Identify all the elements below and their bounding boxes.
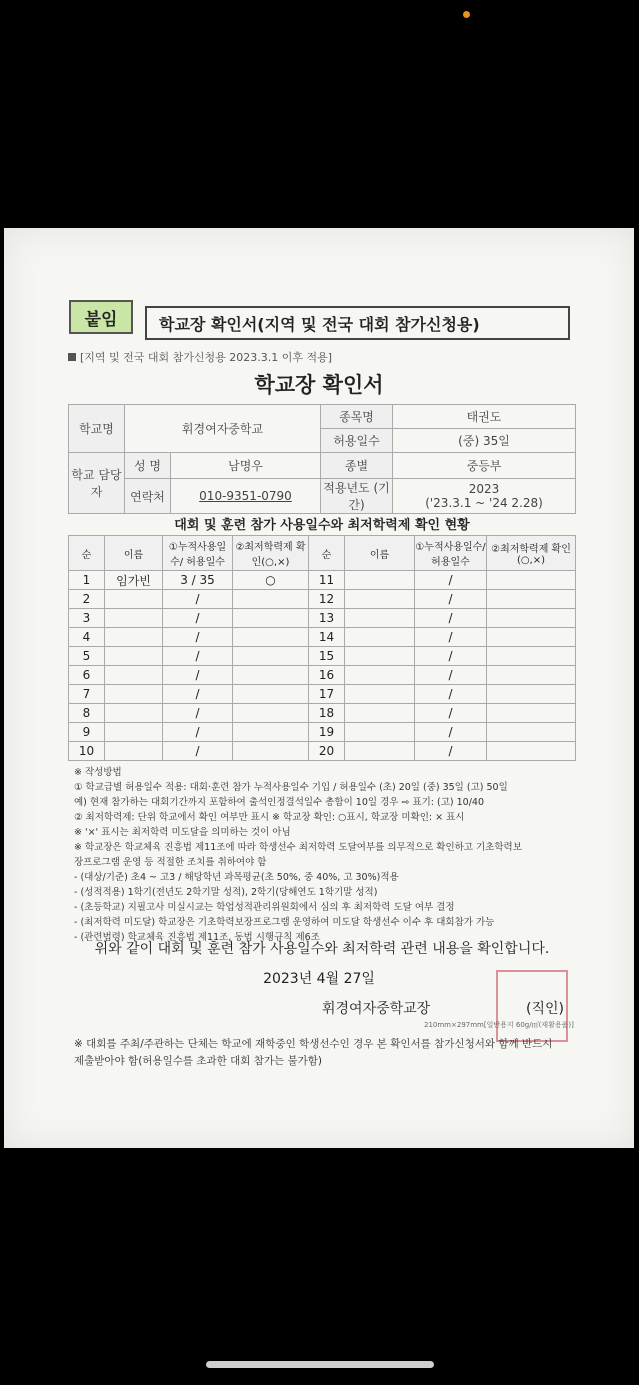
scope-note [68,349,332,365]
page-title: 학교장 확인서 [254,373,384,397]
document-paper [4,228,634,1148]
header-name: 이름 [105,536,163,571]
row-no-2: 15 [309,647,345,666]
row-days-2: / [415,704,487,723]
note-line: 예) 현재 참가하는 대회기간까지 포함하여 출석인정결석일수 총합이 10일 경우 ⇨ 표기: (고) 10/40 [74,797,485,808]
row-name-2 [345,647,415,666]
name-label: 성 명 [125,453,171,479]
note-line: ① 학교급별 허용일수 적용: 대회·훈련 참가 누적사용일수 기입 / 허용일수 (초) 20일 (중) 35일 (고) 50일 [74,782,508,793]
row-days-2: / [415,742,487,761]
row-days-2: / [415,628,487,647]
row-days-2: / [415,609,487,628]
row-name-2 [345,609,415,628]
row-check [233,609,309,628]
row-check [233,590,309,609]
row-check: ○ [233,571,309,590]
row-check-2 [487,685,576,704]
contact-person-label: 학교 담당자 [69,453,125,514]
row-no: 5 [69,647,105,666]
row-no-2: 20 [309,742,345,761]
row-name-2 [345,590,415,609]
row-days-2: / [415,590,487,609]
level-label: 종별 [321,453,393,479]
phone-text: 010-9351-0790 [199,489,292,503]
row-name [105,704,163,723]
row-days: / [163,704,233,723]
note-line: - (초등학교) 지필고사 미실시교는 학업성적관리위원회에서 심의 후 최저학력 도달 여부 결정 [74,902,455,913]
row-check [233,685,309,704]
row-no: 7 [69,685,105,704]
row-check-2 [487,666,576,685]
year-label: 적용년도 (기간) [321,479,393,514]
school-label: 학교명 [69,405,125,453]
row-days-2: / [415,685,487,704]
row-name-2 [345,666,415,685]
allowed-days-value: (중) 35일 [393,429,576,453]
row-name: 임가빈 [105,571,163,590]
row-check-2 [487,628,576,647]
row-no-2: 18 [309,704,345,723]
info-table [68,404,576,514]
table-row [69,685,576,704]
row-check [233,628,309,647]
phone-label: 연락처 [125,479,171,514]
row-days: / [163,685,233,704]
row-no: 10 [69,742,105,761]
note-line: 장프로그램 운영 등 적절한 조치를 취하여야 함 [74,857,267,868]
row-name [105,685,163,704]
row-days-2: / [415,647,487,666]
table-row [69,666,576,685]
row-check-2 [487,723,576,742]
row-name-2 [345,628,415,647]
row-days: / [163,628,233,647]
row-no: 9 [69,723,105,742]
row-no-2: 19 [309,723,345,742]
level-value: 중등부 [393,453,576,479]
row-no: 8 [69,704,105,723]
row-no-2: 14 [309,628,345,647]
row-check-2 [487,742,576,761]
row-name [105,647,163,666]
year-text: 2023 [468,482,500,496]
table-row [69,704,576,723]
row-name-2 [345,723,415,742]
row-no-2: 12 [309,590,345,609]
row-no-2: 11 [309,571,345,590]
row-name [105,628,163,647]
row-no-2: 16 [309,666,345,685]
seal-label: (직인) [526,1001,564,1017]
row-check-2 [487,609,576,628]
row-no: 4 [69,628,105,647]
note-line: - (관련법령) 학교체육 진흥법 제11조, 동법 시행규칙 제6조 [74,932,320,943]
row-days: / [163,742,233,761]
table-row [69,628,576,647]
event-value: 태권도 [393,405,576,429]
row-name [105,723,163,742]
row-check [233,647,309,666]
bullet-square-icon [68,353,76,361]
table-subtitle: 대회 및 훈련 참가 사용일수와 최저학력제 확인 현황 [174,518,470,533]
note-line: ※ 학교장은 학교체육 진흥법 제11조에 따라 학생선수 최저학력 도달여부를 의무적으로 확인하고 기초학력보 [74,842,522,853]
note-line: ※ 작성방법 [74,767,122,778]
header-name-2: 이름 [345,536,415,571]
row-no: 2 [69,590,105,609]
row-days: / [163,666,233,685]
row-name [105,609,163,628]
row-days: / [163,647,233,666]
note-line: - (최저학력 미도달) 학교장은 기초학력보장프로그램 운영하여 미도달 학생선수 이수 후 대회참가 가능 [74,917,495,928]
athlete-table [68,535,576,761]
note-line: - (성적적용) 1학기(전년도 2학기말 성적), 2학기(당해연도 1학기말 성적) [74,887,378,898]
table-row [69,590,576,609]
document-header-title: 학교장 확인서(지역 및 전국 대회 참가신청용) [145,306,570,340]
row-name [105,590,163,609]
row-check [233,742,309,761]
table-row [69,647,576,666]
row-days-2: / [415,666,487,685]
row-no-2: 13 [309,609,345,628]
row-days: / [163,590,233,609]
row-no-2: 17 [309,685,345,704]
row-name-2 [345,704,415,723]
header-no: 순 [69,536,105,571]
row-days: / [163,609,233,628]
row-no: 1 [69,571,105,590]
confirmation-statement: 위와 같이 대회 및 훈련 참가 사용일수와 최저학력 관련 내용을 확인합니다. [94,941,550,957]
row-name-2 [345,571,415,590]
row-check-2 [487,571,576,590]
row-days: 3 / 35 [163,571,233,590]
table-row [69,571,576,590]
school-name: 휘경여자중학교 [125,405,321,453]
row-check-2 [487,590,576,609]
row-check-2 [487,647,576,666]
footnote: ※ 대회를 주최/주관하는 단체는 학교에 재학중인 학생선수인 경우 본 확인서를 참가신청서와 함께 반드시 제출받아야 함(허용일수를 초과한 대회 참가는 불가함) [74,1038,553,1067]
table-row [69,742,576,761]
row-name [105,742,163,761]
row-days-2: / [415,571,487,590]
allowed-days-label: 허용일수 [321,429,393,453]
paper-size-note: 210mm×297mm[일반용지 60g/㎡(재활용품)] [424,1021,574,1029]
table-row [69,609,576,628]
row-check [233,666,309,685]
row-no: 3 [69,609,105,628]
row-name [105,666,163,685]
row-name-2 [345,685,415,704]
period-text: ('23.3.1 ~ '24 2.28) [425,496,543,510]
row-check-2 [487,704,576,723]
row-days-2: / [415,723,487,742]
header-check-2: ②최저학력제 확인(○,×) [487,536,576,571]
attachment-tag: 붙임 [69,300,133,334]
event-label: 종목명 [321,405,393,429]
note-line: ② 최저학력제: 단위 학교에서 확인 여부만 표시 ※ 학교장 확인: ○표시, 학교장 미확인: × 표시 [74,812,465,823]
year-value [393,479,576,514]
table-row [69,723,576,742]
home-indicator[interactable] [206,1361,434,1368]
header-days-2: ①누적사용일수/ 허용일수 [415,536,487,571]
row-check [233,723,309,742]
header-check: ②최저학력제 확인(○,×) [233,536,309,571]
writing-instructions [74,765,574,945]
row-days: / [163,723,233,742]
row-name-2 [345,742,415,761]
header-no-2: 순 [309,536,345,571]
header-days: ①누적사용일수/ 허용일수 [163,536,233,571]
note-line: - (대상/기준) 초4 ~ 고3 / 해당학년 과목평균(초 50%, 중 40%, 고 30%)적용 [74,872,399,883]
row-check [233,704,309,723]
teacher-name: 남명우 [171,453,321,479]
principal-title: 휘경여자중학교장 [322,1001,431,1017]
row-no: 6 [69,666,105,685]
signature-date: 2023년 4월 27일 [263,971,375,987]
recording-indicator [463,11,470,18]
phone-value [171,479,321,514]
scope-text: [지역 및 전국 대회 참가신청용 2023.3.1 이후 적용] [80,351,333,364]
note-line: ※ '×' 표시는 최저학력 미도달을 의미하는 것이 아님 [74,827,291,838]
